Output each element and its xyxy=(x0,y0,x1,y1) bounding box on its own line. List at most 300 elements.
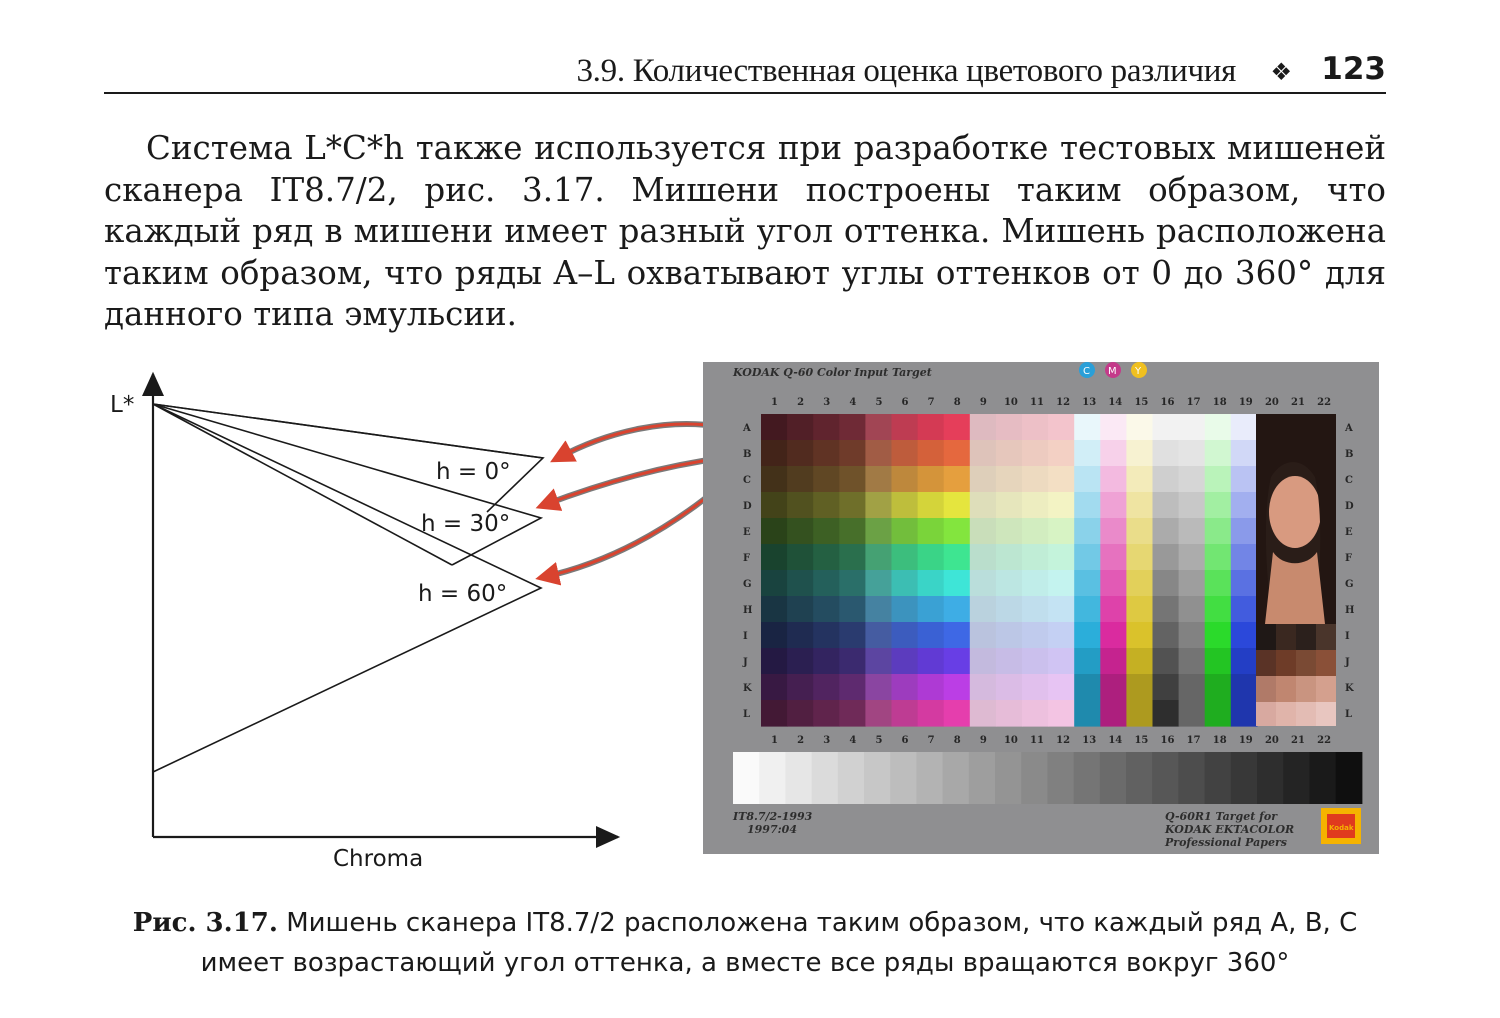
column-number: 12 xyxy=(1056,397,1071,408)
color-patch xyxy=(1126,492,1153,519)
row-letter: F xyxy=(1345,553,1353,564)
gray-step xyxy=(733,752,760,804)
target-bottom-right-line2: KODAK EKTACOLOR xyxy=(1165,823,1295,836)
column-number: 15 xyxy=(1134,397,1149,408)
color-patch xyxy=(1022,440,1049,467)
row-letter: F xyxy=(743,553,751,564)
svg-text:M: M xyxy=(1108,366,1117,377)
color-patch xyxy=(1022,492,1049,519)
color-patch xyxy=(1048,700,1075,727)
color-patch xyxy=(813,570,840,597)
kodak-q60-target xyxy=(703,362,1379,854)
row-letter: D xyxy=(1345,501,1354,512)
body-paragraph xyxy=(104,128,1386,336)
color-patch xyxy=(787,492,814,519)
color-patch xyxy=(1231,596,1258,623)
column-number: 8 xyxy=(953,397,961,408)
gray-step xyxy=(969,752,996,804)
color-patch xyxy=(1153,570,1180,597)
column-number: 4 xyxy=(849,397,857,408)
color-patch xyxy=(970,622,997,649)
color-patch xyxy=(1048,440,1075,467)
color-patch xyxy=(1074,414,1101,441)
color-patch xyxy=(970,596,997,623)
column-number: 21 xyxy=(1291,735,1305,746)
color-patch xyxy=(1231,544,1258,571)
column-number: 5 xyxy=(875,735,883,746)
color-patch xyxy=(865,674,892,701)
color-patch xyxy=(944,466,971,493)
color-patch xyxy=(1126,700,1153,727)
color-patch xyxy=(839,622,866,649)
row-letter: I xyxy=(743,631,748,642)
color-patch xyxy=(813,622,840,649)
color-patch xyxy=(761,570,788,597)
color-patch xyxy=(865,648,892,675)
row-letter: J xyxy=(1345,657,1350,668)
target-bottom-right-line1: Q-60R1 Target for xyxy=(1165,810,1278,823)
color-patch xyxy=(1022,414,1049,441)
column-number: 9 xyxy=(979,735,987,746)
color-patch xyxy=(813,492,840,519)
color-patch xyxy=(1022,674,1049,701)
page-number: 123 xyxy=(1321,51,1386,87)
gray-step xyxy=(916,752,943,804)
column-number: 9 xyxy=(979,397,987,408)
color-patch xyxy=(1048,518,1075,545)
gray-step xyxy=(1205,752,1232,804)
hue-triangle-30-close xyxy=(153,404,452,565)
color-patch xyxy=(1126,518,1153,545)
color-patch xyxy=(787,622,814,649)
color-patch xyxy=(1022,570,1049,597)
color-patch xyxy=(865,544,892,571)
color-patch xyxy=(944,622,971,649)
color-patch xyxy=(996,440,1023,467)
color-patch xyxy=(944,596,971,623)
color-patch xyxy=(944,700,971,727)
color-patch xyxy=(761,440,788,467)
color-patch xyxy=(944,570,971,597)
color-patch xyxy=(996,570,1023,597)
gray-step xyxy=(1100,752,1127,804)
color-patch xyxy=(996,648,1023,675)
column-number: 3 xyxy=(823,397,831,408)
color-patch xyxy=(970,466,997,493)
color-patch xyxy=(1179,596,1206,623)
column-number: 16 xyxy=(1160,735,1175,746)
color-patch xyxy=(970,492,997,519)
row-letter: A xyxy=(743,423,751,434)
color-patch xyxy=(1022,648,1049,675)
color-patch xyxy=(1126,466,1153,493)
color-patch xyxy=(918,700,945,727)
color-patch xyxy=(1205,414,1232,441)
color-patch xyxy=(787,544,814,571)
color-patch xyxy=(996,622,1023,649)
color-patch xyxy=(1022,622,1049,649)
color-patch xyxy=(1231,518,1258,545)
body-paragraph-text: Система L*C*h также используется при разработке тестовых мишеней сканера IT8.7/2, рис. 3.17. Мишени построены таким образом, что каждый ряд в мишени имеет разный угол оттенка. Мишень расположена таким образом, что ряды A–L охватывают углы оттенков от 0 до 360° для данного типа эмульсии. xyxy=(104,129,1386,333)
color-patch xyxy=(813,414,840,441)
color-patch xyxy=(944,674,971,701)
color-patch xyxy=(761,622,788,649)
color-patch xyxy=(1231,700,1258,727)
color-patch xyxy=(892,466,919,493)
color-patch xyxy=(839,466,866,493)
color-patch xyxy=(1074,466,1101,493)
svg-text:Y: Y xyxy=(1135,366,1142,377)
row-letter: H xyxy=(1345,605,1355,616)
color-patch xyxy=(970,544,997,571)
running-header xyxy=(104,48,1386,94)
color-patch xyxy=(1048,570,1075,597)
color-patch xyxy=(1205,518,1232,545)
color-patch xyxy=(892,674,919,701)
gray-step xyxy=(785,752,812,804)
color-patch xyxy=(996,700,1023,727)
color-patch xyxy=(865,466,892,493)
gray-step xyxy=(1152,752,1179,804)
color-patch xyxy=(1100,674,1127,701)
color-patch xyxy=(1205,674,1232,701)
gray-step xyxy=(1074,752,1101,804)
color-patch xyxy=(996,674,1023,701)
color-patch xyxy=(1179,414,1206,441)
color-patch xyxy=(1100,596,1127,623)
color-patch xyxy=(839,674,866,701)
gray-step xyxy=(1231,752,1258,804)
color-patch xyxy=(944,648,971,675)
color-patch xyxy=(892,518,919,545)
column-number: 7 xyxy=(927,397,935,408)
color-patch-grid xyxy=(761,414,1258,727)
column-number: 19 xyxy=(1238,735,1253,746)
color-patch xyxy=(1048,648,1075,675)
color-patch xyxy=(839,492,866,519)
color-patch xyxy=(1074,544,1101,571)
color-patch xyxy=(1231,466,1258,493)
color-patch xyxy=(1205,492,1232,519)
color-patch xyxy=(1022,596,1049,623)
color-patch xyxy=(1126,544,1153,571)
row-letter: B xyxy=(743,449,752,460)
color-patch xyxy=(761,596,788,623)
color-patch xyxy=(1231,570,1258,597)
row-letter: E xyxy=(1345,527,1353,538)
color-patch xyxy=(865,518,892,545)
row-letter: L xyxy=(743,709,751,720)
column-number: 12 xyxy=(1056,735,1071,746)
gray-step xyxy=(995,752,1022,804)
color-patch xyxy=(1179,674,1206,701)
color-patch xyxy=(813,544,840,571)
color-patch xyxy=(1231,622,1258,649)
target-bottom-right-line3: Professional Papers xyxy=(1165,836,1287,849)
column-number: 4 xyxy=(849,735,857,746)
color-patch xyxy=(1100,466,1127,493)
row-letter: C xyxy=(743,475,751,486)
column-number: 10 xyxy=(1003,397,1018,408)
color-patch xyxy=(761,674,788,701)
color-patch xyxy=(918,622,945,649)
color-patch xyxy=(970,674,997,701)
gray-step xyxy=(1309,752,1336,804)
column-number: 18 xyxy=(1212,735,1227,746)
column-number: 21 xyxy=(1291,397,1305,408)
color-patch xyxy=(1205,570,1232,597)
color-patch xyxy=(1100,414,1127,441)
column-number: 8 xyxy=(953,735,961,746)
color-patch xyxy=(892,440,919,467)
color-patch xyxy=(1074,622,1101,649)
column-number: 10 xyxy=(1003,735,1018,746)
color-patch xyxy=(970,440,997,467)
color-patch xyxy=(761,414,788,441)
color-patch xyxy=(813,674,840,701)
color-patch xyxy=(1074,700,1101,727)
color-patch xyxy=(918,570,945,597)
color-patch xyxy=(1074,596,1101,623)
color-patch xyxy=(1100,622,1127,649)
column-number: 19 xyxy=(1238,397,1253,408)
color-patch xyxy=(787,674,814,701)
color-patch xyxy=(1100,492,1127,519)
color-patch xyxy=(865,700,892,727)
color-patch xyxy=(1153,622,1180,649)
row-letter: E xyxy=(743,527,751,538)
color-patch xyxy=(1126,440,1153,467)
column-number: 22 xyxy=(1317,397,1332,408)
column-number: 15 xyxy=(1134,735,1149,746)
color-patch xyxy=(918,596,945,623)
gray-step xyxy=(1257,752,1284,804)
portrait-image xyxy=(1256,414,1336,624)
color-patch xyxy=(918,648,945,675)
gray-step xyxy=(812,752,839,804)
color-patch xyxy=(761,492,788,519)
color-patch xyxy=(787,518,814,545)
color-patch xyxy=(1074,570,1101,597)
color-patch xyxy=(1179,700,1206,727)
row-letter: L xyxy=(1345,709,1353,720)
color-patch xyxy=(839,544,866,571)
color-patch xyxy=(1231,440,1258,467)
ornament-separator: ❖ xyxy=(1270,58,1292,86)
gray-step xyxy=(759,752,786,804)
color-patch xyxy=(918,440,945,467)
color-patch xyxy=(787,414,814,441)
column-number: 5 xyxy=(875,397,883,408)
hue-label-60: h = 60° xyxy=(418,581,508,607)
row-letter: I xyxy=(1345,631,1350,642)
color-patch xyxy=(813,700,840,727)
color-patch xyxy=(761,544,788,571)
cmy-badges xyxy=(1079,362,1147,378)
column-number: 11 xyxy=(1030,735,1044,746)
gray-step xyxy=(838,752,865,804)
color-patch xyxy=(1074,492,1101,519)
color-patch xyxy=(839,518,866,545)
color-patch xyxy=(944,518,971,545)
color-patch xyxy=(1231,674,1258,701)
color-patch xyxy=(970,414,997,441)
target-title: KODAK Q-60 Color Input Target xyxy=(733,366,932,379)
color-patch xyxy=(970,570,997,597)
color-patch xyxy=(1100,700,1127,727)
hue-label-30: h = 30° xyxy=(421,511,511,537)
color-patch xyxy=(970,648,997,675)
color-patch xyxy=(1100,570,1127,597)
column-number: 20 xyxy=(1264,397,1279,408)
color-patch xyxy=(1022,700,1049,727)
color-patch xyxy=(1048,622,1075,649)
column-number: 11 xyxy=(1030,397,1044,408)
color-patch xyxy=(1153,440,1180,467)
color-patch xyxy=(996,518,1023,545)
color-patch xyxy=(1074,440,1101,467)
color-patch xyxy=(892,492,919,519)
row-letter: K xyxy=(1345,683,1354,694)
pointer-arrow-30 xyxy=(544,458,722,505)
x-axis-label: Chroma xyxy=(333,846,424,872)
color-patch xyxy=(996,544,1023,571)
column-number: 6 xyxy=(901,397,909,408)
gray-step xyxy=(1021,752,1048,804)
y-axis-label: L* xyxy=(110,392,135,418)
figure-caption xyxy=(104,903,1386,983)
color-patch xyxy=(996,466,1023,493)
color-patch xyxy=(1074,648,1101,675)
color-patch xyxy=(839,700,866,727)
color-patch xyxy=(865,622,892,649)
row-letter: G xyxy=(1345,579,1354,590)
color-patch xyxy=(892,414,919,441)
column-number: 2 xyxy=(797,735,805,746)
color-patch xyxy=(1179,492,1206,519)
color-patch xyxy=(1022,466,1049,493)
color-patch xyxy=(1205,544,1232,571)
color-patch xyxy=(1100,518,1127,545)
color-patch xyxy=(1153,544,1180,571)
column-number: 14 xyxy=(1108,735,1123,746)
color-patch xyxy=(1153,596,1180,623)
color-patch xyxy=(787,700,814,727)
row-letter: C xyxy=(1345,475,1353,486)
color-patch xyxy=(839,440,866,467)
color-patch xyxy=(996,492,1023,519)
color-patch xyxy=(865,596,892,623)
color-patch xyxy=(813,596,840,623)
row-letter: A xyxy=(1345,423,1353,434)
color-patch xyxy=(761,466,788,493)
color-patch xyxy=(1022,544,1049,571)
column-number: 13 xyxy=(1082,397,1097,408)
gray-step xyxy=(943,752,970,804)
color-patch xyxy=(839,596,866,623)
target-bottom-left-line1: IT8.7/2-1993 xyxy=(733,810,813,823)
column-number: 7 xyxy=(927,735,935,746)
color-patch xyxy=(892,596,919,623)
column-number: 6 xyxy=(901,735,909,746)
color-patch xyxy=(1231,648,1258,675)
color-patch xyxy=(839,570,866,597)
color-patch xyxy=(761,518,788,545)
color-patch xyxy=(892,544,919,571)
kodak-logo-icon xyxy=(1321,808,1361,844)
color-patch xyxy=(1100,440,1127,467)
color-patch xyxy=(787,440,814,467)
gray-step xyxy=(1126,752,1153,804)
color-patch xyxy=(1179,648,1206,675)
color-patch xyxy=(892,648,919,675)
column-number: 2 xyxy=(797,397,805,408)
color-patch xyxy=(1126,674,1153,701)
column-number: 1 xyxy=(771,397,779,408)
gray-step xyxy=(1336,752,1363,804)
color-patch xyxy=(1074,518,1101,545)
color-patch xyxy=(1179,622,1206,649)
color-patch xyxy=(1074,674,1101,701)
color-patch xyxy=(1153,492,1180,519)
color-patch xyxy=(813,518,840,545)
color-patch xyxy=(970,700,997,727)
column-number: 20 xyxy=(1264,735,1279,746)
color-patch xyxy=(918,414,945,441)
color-patch xyxy=(1231,492,1258,519)
gray-step xyxy=(864,752,891,804)
target-bottom-left-line2: 1997:04 xyxy=(747,823,797,836)
column-number: 18 xyxy=(1212,397,1227,408)
color-patch xyxy=(865,414,892,441)
color-patch xyxy=(813,648,840,675)
color-patch xyxy=(1048,544,1075,571)
color-patch xyxy=(1100,544,1127,571)
color-patch xyxy=(1205,700,1232,727)
color-patch xyxy=(1153,648,1180,675)
gray-step xyxy=(1283,752,1310,804)
color-patch xyxy=(1048,596,1075,623)
gray-step xyxy=(1047,752,1074,804)
color-patch xyxy=(1205,622,1232,649)
color-patch xyxy=(787,648,814,675)
color-patch xyxy=(1126,648,1153,675)
color-patch xyxy=(865,570,892,597)
color-patch xyxy=(1205,466,1232,493)
color-patch xyxy=(1126,570,1153,597)
caption-text: Мишень сканера IT8.7/2 расположена таким образом, что каждый ряд A, B, C имеет возрастающий угол оттенка, а вместе все ряды вращаются вокруг 360° xyxy=(200,908,1358,978)
color-patch xyxy=(813,440,840,467)
color-patch xyxy=(1179,440,1206,467)
hue-label-0: h = 0° xyxy=(436,459,511,485)
color-patch xyxy=(1100,648,1127,675)
color-patch xyxy=(892,622,919,649)
color-patch xyxy=(1179,544,1206,571)
color-patch xyxy=(944,414,971,441)
color-patch xyxy=(1179,466,1206,493)
color-patch xyxy=(1179,570,1206,597)
color-patch xyxy=(761,648,788,675)
row-letter: G xyxy=(743,579,752,590)
pointer-arrow-60 xyxy=(544,485,722,577)
color-patch xyxy=(918,492,945,519)
column-number: 1 xyxy=(771,735,779,746)
column-number: 17 xyxy=(1186,735,1201,746)
column-number: 3 xyxy=(823,735,831,746)
color-patch xyxy=(761,700,788,727)
color-patch xyxy=(918,518,945,545)
caption-label: Рис. 3.17. xyxy=(132,908,278,938)
